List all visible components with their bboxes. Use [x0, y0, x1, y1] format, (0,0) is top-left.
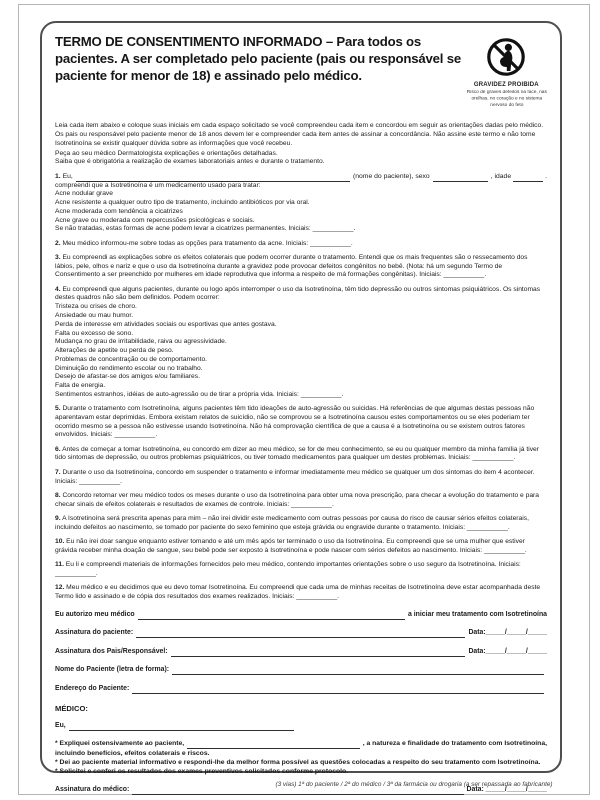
item-1-initials-line: Se não tratadas, estas formas de acne podem levar a cicatrizes permanentes. Iniciais: ___________.	[55, 225, 356, 233]
item-4-list-9: Falta de energia.	[55, 382, 106, 390]
item-12	[55, 584, 547, 602]
item-1-list-1: Acne resistente a qualquer outro tipo de tratamento, incluindo antibióticos por via oral.	[55, 199, 310, 207]
item-10-text: Eu não irei doar sangue enquanto estiver tomando e até um mês após ter terminado o uso da Isotretinoína. Eu compreendi que se uma mulher que estiver grávida receber minha doação de sangue, seu bebê pode ser exposto à Isotretinoína e pode nascer com sérios defeitos ao nascimento. Iniciais: ___________.	[55, 537, 527, 554]
document-page	[18, 4, 590, 795]
item-4-list-4: Mudança no grau de irritabilidade, raiva ou agressividade.	[55, 338, 227, 346]
item-1-line2: compreendi que a Isotretinoína é um medicamento usado para tratar:	[55, 181, 261, 189]
patient-address-blank	[132, 686, 544, 694]
item-1	[55, 173, 547, 234]
item-6	[55, 446, 547, 464]
star1-patient-blank	[187, 741, 360, 749]
item-1-list-2: Acne moderada com tendência a cicatrizes	[55, 207, 183, 215]
intro-line2: Peça ao seu médico Dermatologista explicações e orientações detalhadas.	[55, 149, 278, 157]
item-11-text: Eu li e compreendi materiais de informações fornecidos pelo meu médico, contendo importantes orientações sobre o uso seguro da Isotretinoína. Iniciais: ___________.	[55, 560, 521, 577]
item-4	[55, 286, 547, 400]
age-blank	[513, 174, 543, 182]
intro-paragraph: Leia cada item abaixo e coloque suas iniciais em cada espaço solicitado se você compreendeu cada item e concordou em seguir as orientações dadas pelo médico. Os pais ou responsável pelo paciente menor de 18 anos devem ler e compreender cada item antes de assinar a concordância. Não assine este termo e não tome Isotretinoína se existir qualquer dúvida sobre as informações que você recebeu.	[55, 122, 544, 147]
no-pregnancy-icon	[486, 37, 526, 77]
item-1-name-row: 1. Eu, (nome do paciente), sexo , idade .	[55, 172, 547, 180]
item-3-text: Eu compreendi as explicações sobre os efeitos colaterais que podem ocorrer durante o tratamento. Entendi que os mais frequentes são o ressecamento dos lábios, pele, olhos e nariz e que o uso da Isotretinoína durante a gravidez pode provocar defeitos congênitos no bebê. (Nota: há um segundo Termo de Consentimento a ser preenchido por mulheres em idade reprodutiva que informa a respeito de má formações congênitas). Iniciais: ___________.	[55, 253, 528, 279]
item-4-list-8: Desejo de afastar-se dos amigos e/ou familiares.	[55, 373, 200, 381]
star1-row: * Expliquei ostensivamente ao paciente, , a natureza e finalidade do tratamento com Isotretinoína,	[55, 740, 547, 748]
parents-signature-row: Assinatura dos Pais/Responsável: Data:_____/_____/_____	[55, 647, 547, 655]
item-4-list-3: Falta ou excesso de sono.	[55, 329, 134, 337]
doctor-name-blank	[138, 612, 405, 620]
item-4-list-2: Perda de interesse em atividades sociais ou esportivas que antes gostava.	[55, 320, 277, 328]
copies-note: (3 vias) 1ª do paciente / 2ª do médico / 3ª da farmácia ou drogaria (a ser repassada ao fabricante)	[275, 781, 553, 788]
doctor-signature-row: Assinatura do médico: Data: _____/_____/_____	[55, 786, 547, 794]
item-7	[55, 469, 547, 487]
item-3-number: 3.	[55, 253, 61, 261]
form-header	[55, 34, 547, 113]
patient-signature-blank	[136, 630, 465, 638]
warning-title: GRAVIDEZ PROIBIDA	[473, 82, 539, 88]
item-2-number: 2.	[55, 239, 61, 247]
patient-name-blank	[76, 174, 350, 182]
item-1-list-3: Acne grave ou moderada com repercussões psicológicas e sociais.	[55, 216, 255, 224]
item-4-list-6: Problemas de concentração ou de comportamento.	[55, 355, 208, 363]
item-1-number: 1.	[55, 172, 61, 180]
patient-name-row: Nome do Paciente (letra de forma):	[55, 666, 547, 675]
patient-signature-row: Assinatura do paciente: Data:_____/_____/_____	[55, 629, 547, 637]
item-4-list-5: Alterações de apetite ou perda de peso.	[55, 347, 174, 355]
item-4-list-0: Tristeza ou crises de choro.	[55, 303, 137, 311]
item-4-list-1: Ansiedade ou mau humor.	[55, 312, 134, 319]
item-7-number: 7.	[55, 468, 61, 476]
patient-date: Data:_____/_____/_____	[468, 629, 547, 637]
item-12-text: Meu médico e eu decidimos que eu devo tomar Isotretinoína. Eu compreendi que cada uma de minhas receitas de Isotretinoína deve estar acompanhada deste Termo lido e assinado e de cópia dos resultados dos exames realizados. Iniciais: ___________.	[55, 583, 541, 600]
parents-signature-blank	[171, 649, 466, 657]
intro-line3: Saiba que é obrigatória a realização de exames laboratoriais antes e durante o tratamento.	[55, 158, 325, 166]
doctor-eu-row: Eu,	[55, 722, 547, 731]
parents-date: Data:_____/_____/_____	[468, 647, 547, 655]
item-8-text: Concordo retornar ver meu médico todos os meses durante o uso da Isotretinoína para obter uma nova prescrição, para checar a evolução do tratamento e para checar sinais de efeitos colaterais e resultados de exames de controle. Iniciais: ___________.	[55, 491, 540, 508]
warning-caption: Risco de graves defeitos na face, nas orelhas, no coração e no sistema nervoso do feto	[466, 90, 547, 108]
item-6-number: 6.	[55, 445, 61, 453]
item-10	[55, 538, 547, 556]
item-8-number: 8.	[55, 491, 61, 499]
item-2	[55, 240, 547, 249]
signature-section	[55, 611, 547, 694]
star3-line: * Solicitei e conferi os resultados dos exames preventivos solicitados conforme protocolo.	[55, 768, 349, 776]
patient-printed-name-blank	[172, 667, 544, 675]
intro-text	[55, 122, 547, 167]
pregnancy-warning	[466, 34, 547, 113]
item-10-number: 10.	[55, 537, 65, 545]
item-12-number: 12.	[55, 583, 65, 591]
item-5-text: Durante o tratamento com Isotretinoína, alguns pacientes têm tido ideações de auto-agressão ou suicidas. Há referências de que algumas destas pessoas não aparentavam estar deprimidas. Embora existam relatos de suicídio, não se comprovou se a Isotretinoína causou estes comportamentos ou se eles poderiam ter ocorrido mesmo se a pessoa não estivesse usando Isotretinoína. Não há comprovação científica de que a causa é a Isotretinoína ou se existem outros fatores envolvidos. Iniciais: ___________.	[55, 405, 535, 439]
item-11	[55, 561, 547, 579]
item-2-text: Meu médico informou-me sobre todas as opções para tratamento da acne. Iniciais: ___________.	[62, 239, 353, 247]
item-4-list-7: Diminuição do rendimento escolar ou no trabalho.	[55, 364, 203, 372]
item-9-text: A Isotretinoína será prescrita apenas para mim – não irei dividir este medicamento com outras pessoas por causa do risco de causar sérios efeitos colaterais, incluindo defeitos ao nascimento, se tomado por paciente do sexo feminino que esteja grávida ou engravide durante o tratamento. Iniciais: ___________.	[55, 514, 529, 531]
item-11-number: 11.	[55, 560, 64, 568]
item-8	[55, 492, 547, 510]
item-3	[55, 254, 547, 280]
doctor-date: Data: _____/_____/_____	[466, 786, 547, 794]
authorize-row: Eu autorizo meu médico a iniciar meu tratamento com Isotretinoína	[55, 610, 547, 618]
doctor-heading: MÉDICO:	[55, 703, 88, 713]
item-4-text: Eu compreendi que alguns pacientes, durante ou logo após interromper o uso da Isotretinoína, têm tido depressão ou outros sintomas psiquiátricos. Os sintomas destes quadros não são bem definidos. Podem ocorrer:	[55, 285, 541, 302]
item-5	[55, 405, 547, 440]
form-title: TERMO DE CONSENTIMENTO INFORMADO – Para todos os pacientes. A ser completado pelo paciente (pais ou responsável se paciente for menor de 18) e assinado pelo médico.	[55, 34, 461, 83]
item-6-text: Antes de começar a tomar Isotretinoína, eu concordo em dizer ao meu médico, se for de meu conhecimento, se eu ou qualquer membro da minha família já tiver tido sintomas de depressão, ou outros problemas psiquiátricos, ou tiver tomado medicamentos para qualquer um destes problemas. Iniciais: ___________.	[55, 445, 539, 462]
patient-address-row: Endereço do Paciente:	[55, 685, 547, 694]
doctor-signature-blank	[132, 787, 463, 795]
star2-line: * Dei ao paciente material informativo e respondi-lhe da melhor forma possível as questões colocadas a respeito do seu tratamento com Isotretinoína.	[55, 759, 541, 767]
item-5-number: 5.	[55, 405, 61, 413]
item-4-initials-line: Sentimentos estranhos, idéias de auto-agressão ou de tirar a própria vida. Iniciais: ___________.	[55, 390, 344, 398]
item-4-number: 4.	[55, 285, 61, 293]
item-9	[55, 515, 547, 533]
item-9-number: 9.	[55, 514, 61, 522]
item-7-text: Durante o uso da Isotretinoína, concordo em suspender o tratamento e informar imediatamente meu médico se qualquer um dos sintomas do item 4 acontecer. Iniciais: ___________.	[55, 468, 535, 485]
doctor-declarations	[55, 740, 547, 776]
doctor-eu-blank	[69, 723, 294, 731]
item-1-list-0: Acne nodular grave	[55, 190, 113, 198]
sex-blank	[433, 174, 488, 182]
star1-line2: incluindo benefícios, efeitos colaterais e riscos.	[55, 750, 210, 758]
